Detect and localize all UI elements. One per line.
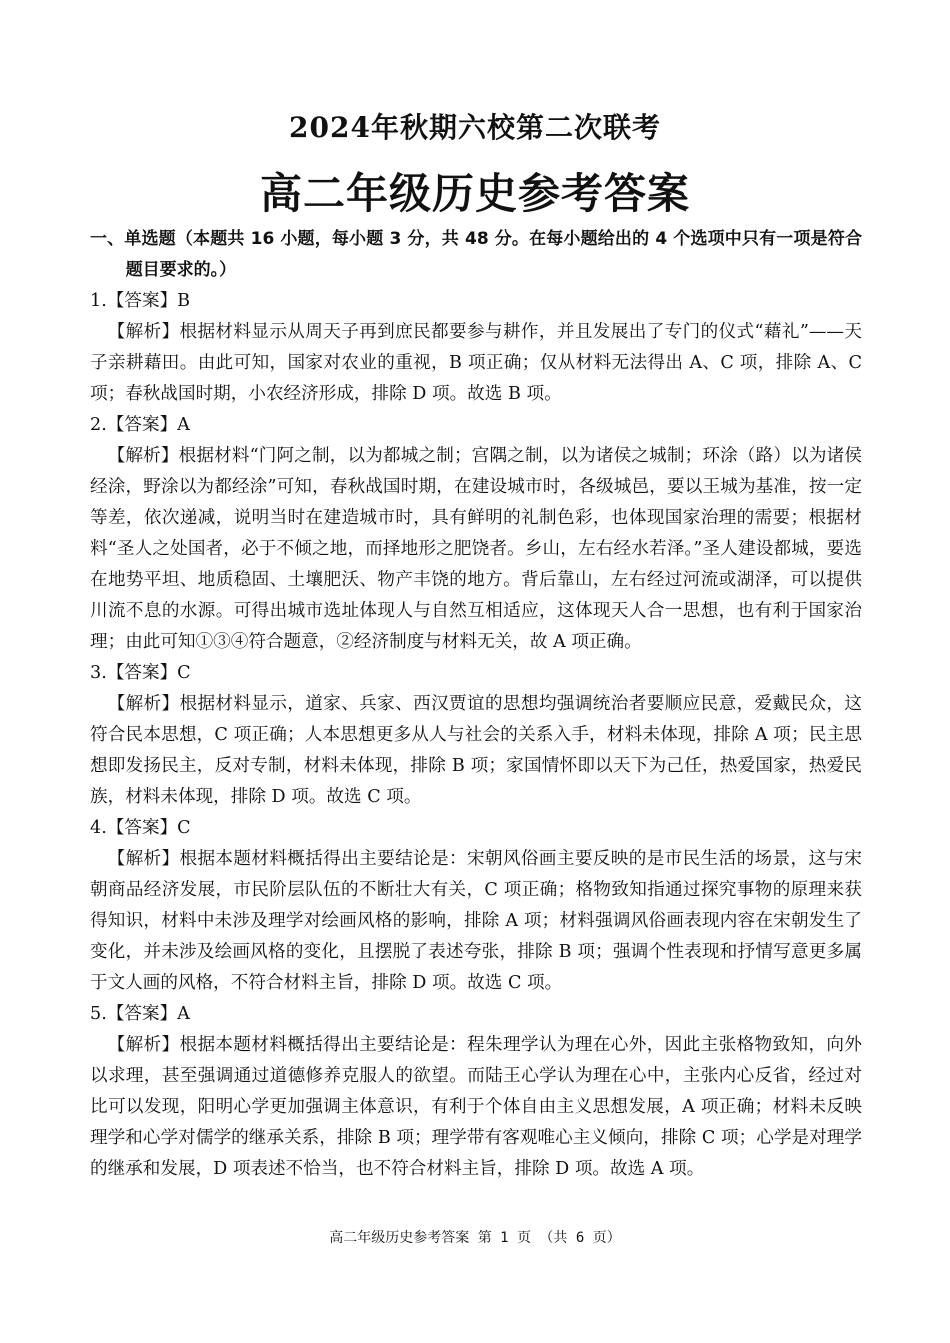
question-4-analysis: 【解析】根据本题材料概括得出主要结论是：宋朝风俗画主要反映的是市民生活的场景，这与宋朝商品经济发展，市民阶层队伍的不断壮大有关，C 项正确；格物致知指通过探究事物的原理来获得知识，材料中未涉及理学对绘画风格的影响，排除 A 项；材料强调风俗画表现内容在宋朝发生了变化，并未涉及绘画风格的变化，且摆脱了表述夸张，排除 B 项；强调个性表现和抒情写意更多属于文人画的风格，不符合材料主旨，排除 D 项。故选 C 项。 — [90, 849, 862, 993]
question-3-answer: 3.【答案】C — [90, 663, 191, 683]
section-heading: 一、单选题（本题共 16 小题，每小题 3 分，共 48 分。在每小题给出的 4 个选项中只有一项是符合题目要求的。） — [90, 229, 862, 280]
exam-title: 2024年秋期六校第二次联考 — [289, 111, 661, 144]
question-2-analysis: 【解析】根据材料“门阿之制，以为都城之制；宫隅之制，以为诸侯之城制；环涂（路）以为诸侯经涂，野涂以为都经涂”可知，春秋战国时期，在建设城市时，各级城邑，要以王城为基准，按一定等差，依次递减，说明当时在建造城市时，具有鲜明的礼制色彩，也体现国家治理的需要；根据材料“圣人之处国者，必于不倾之地，而择地形之肥饶者。乡山，左右经水若泽。”圣人建设都城，要选在地势平坦、地质稳固、土壤肥沃、物产丰饶的地方。背后靠山，左右经过河流或湖泽，可以提供川流不息的水源。可得出城市选址体现人与自然互相适应，这体现天人合一思想，也有利于国家治理；由此可知①③④符合题意，②经济制度与材料无关，故 A 项正确。 — [90, 446, 862, 652]
document-title: 高二年级历史参考答案 — [259, 169, 690, 218]
question-5-answer: 5.【答案】A — [90, 1004, 190, 1024]
page-footer: 高二年级历史参考答案 第 1 页 （共 6 页） — [329, 1230, 621, 1246]
question-2-answer: 2.【答案】A — [90, 415, 190, 435]
question-4-answer: 4.【答案】C — [90, 818, 191, 838]
question-1-answer: 1.【答案】B — [90, 291, 191, 311]
answer-content — [90, 224, 862, 1185]
question-3-analysis: 【解析】根据材料显示，道家、兵家、西汉贾谊的思想均强调统治者要顺应民意，爱戴民众，这符合民本思想，C 项正确；人本思想更多从人与社会的关系入手，材料未体现，排除 A 项；民主思想即发扬民主，反对专制，材料未体现，排除 B 项；家国情怀即以天下为己任，热爱国家，热爱民族，材料未体现，排除 D 项。故选 C 项。 — [90, 694, 862, 807]
question-5-analysis: 【解析】根据本题材料概括得出主要结论是：程朱理学认为理在心外，因此主张格物致知，向外以求理，甚至强调通过道德修养克服人的欲望。而陆王心学认为理在心中，主张内心反省，经过对比可以发现，阳明心学更加强调主体意识，有利于个体自由主义思想发展，A 项正确；材料未反映理学和心学对儒学的继承关系，排除 B 项；理学带有客观唯心主义倾向，排除 C 项；心学是对理学的继承和发展，D 项表述不恰当，也不符合材料主旨，排除 D 项。故选 A 项。 — [90, 1035, 862, 1179]
question-1-analysis: 【解析】根据材料显示从周天子再到庶民都要参与耕作，并且发展出了专门的仪式“藉礼”——天子亲耕藉田。由此可知，国家对农业的重视，B 项正确；仅从材料无法得出 A、C 项，排除 A、C 项；春秋战国时期，小农经济形成，排除 D 项。故选 B 项。 — [90, 322, 862, 404]
